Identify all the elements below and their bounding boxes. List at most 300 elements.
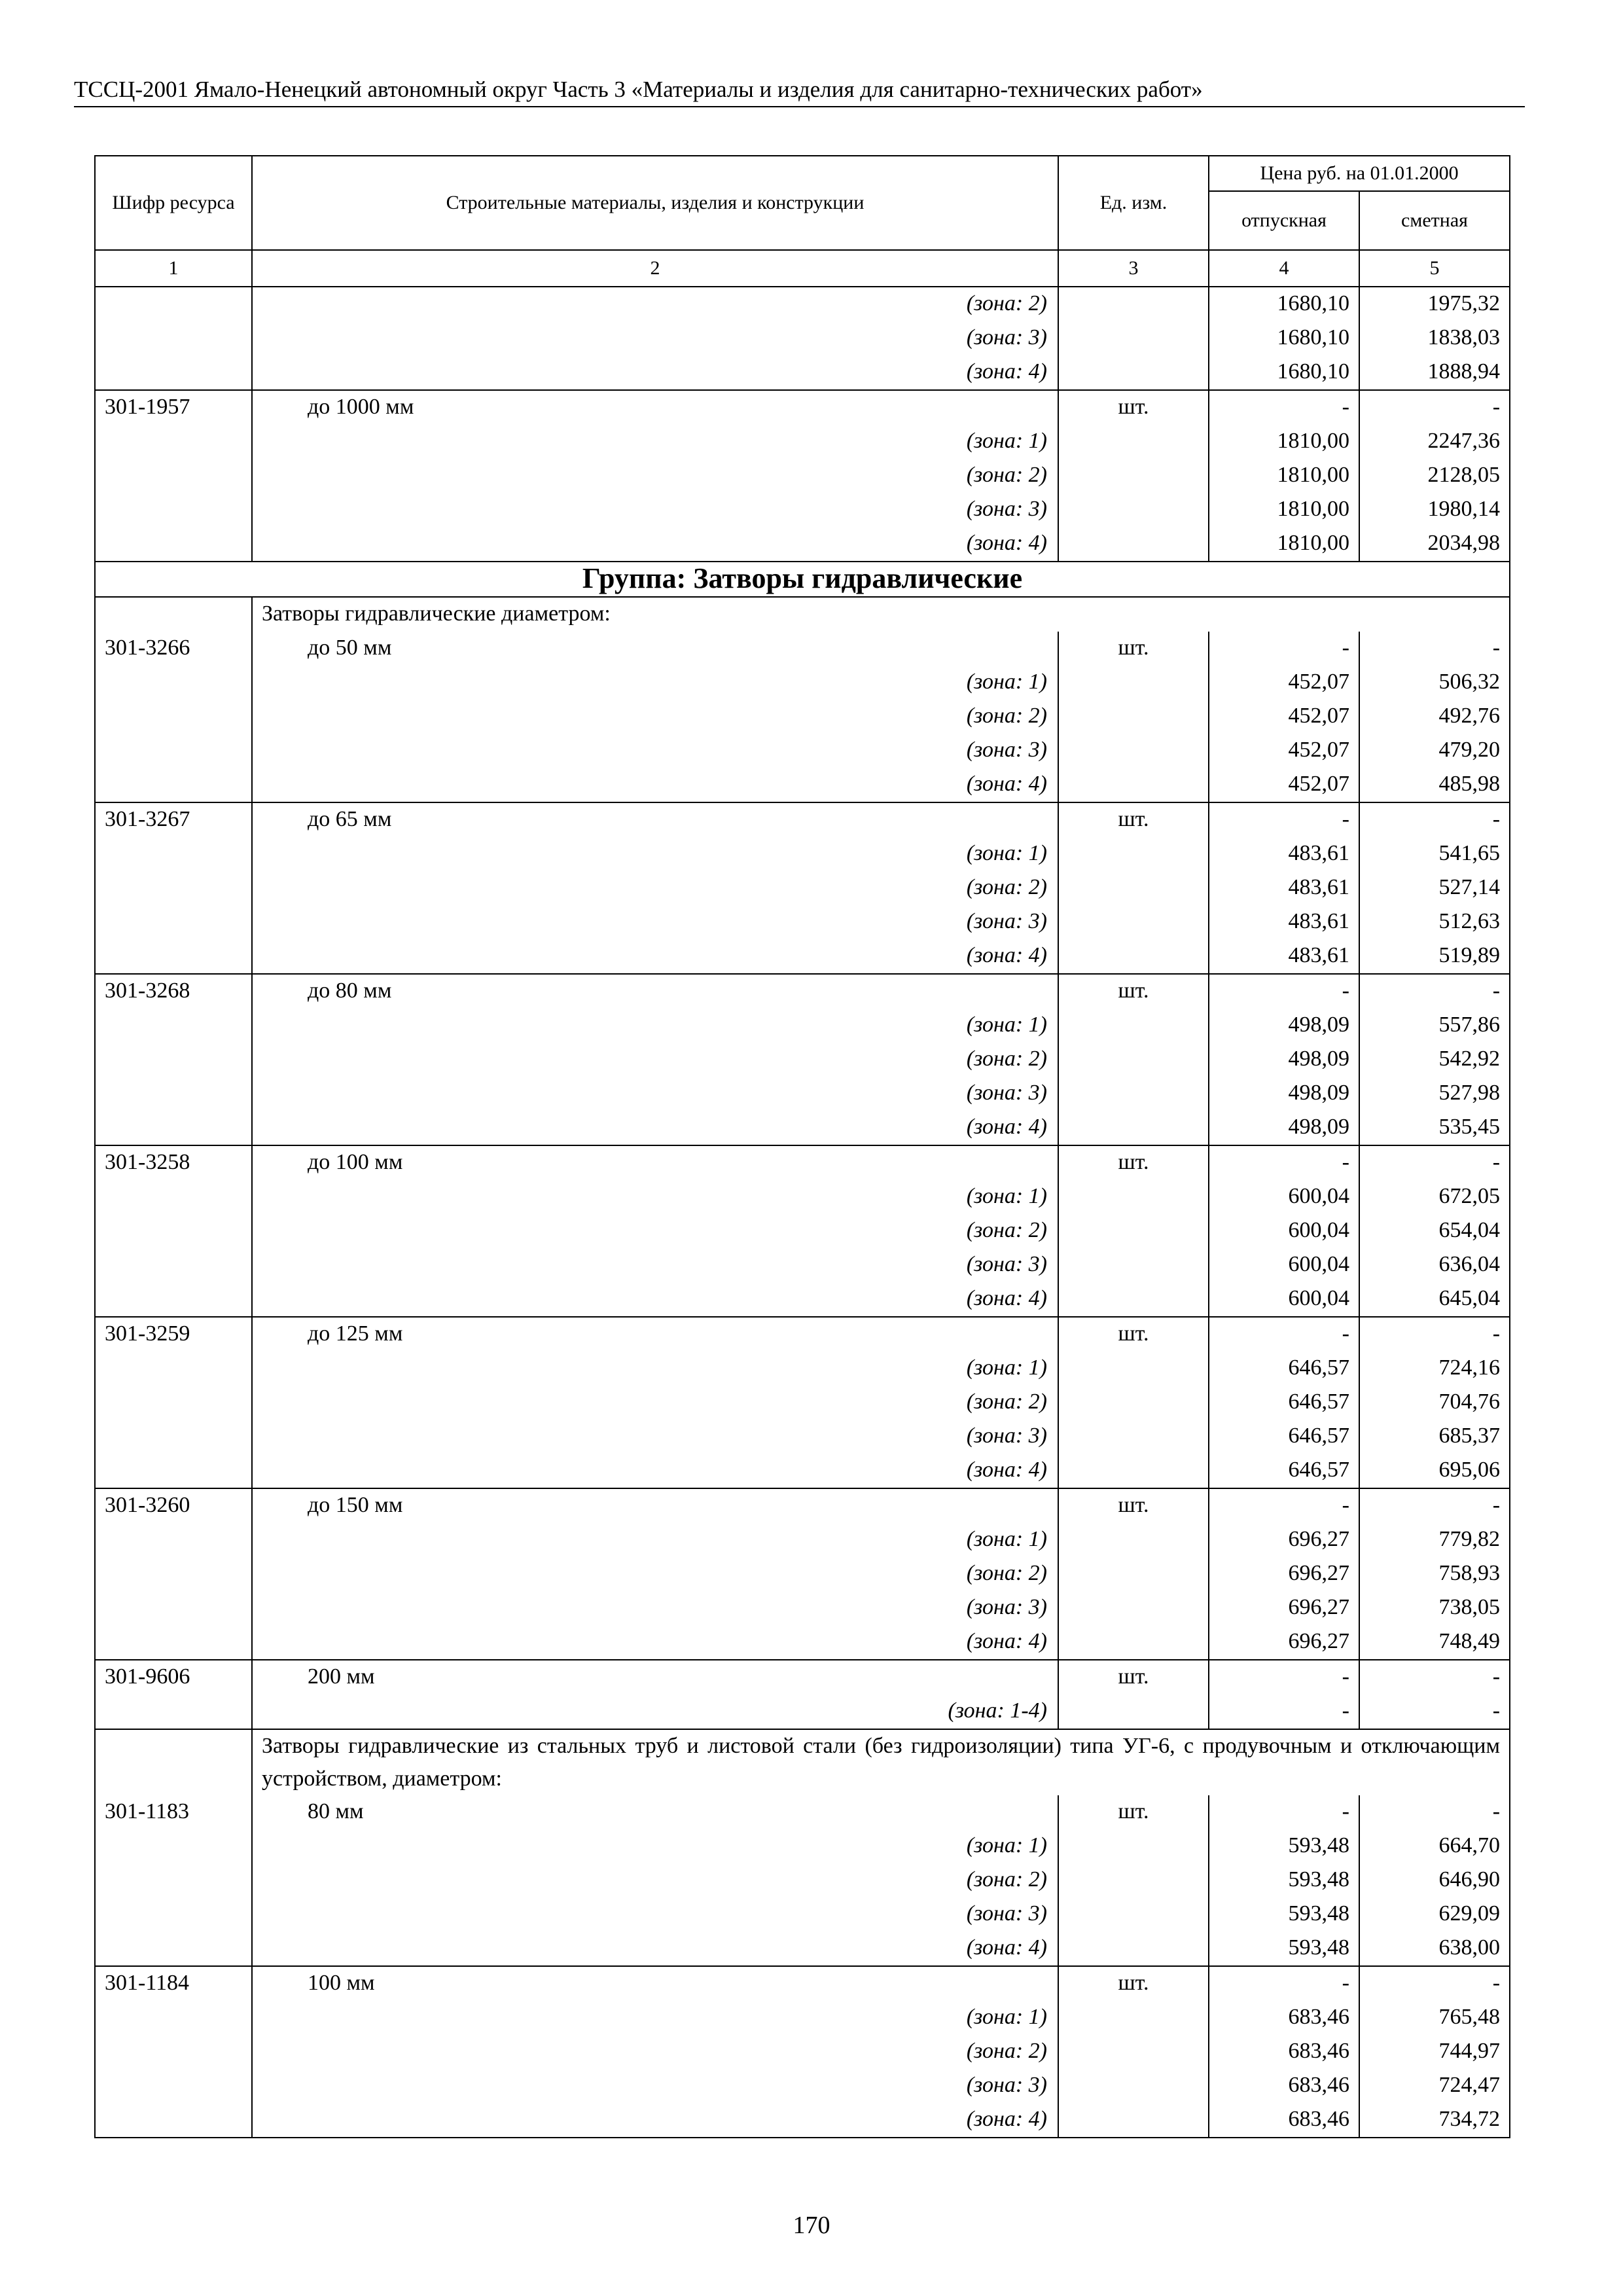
release-price: 683,46 <box>1209 2001 1359 2035</box>
resource-code: 301-9606 <box>95 1660 252 1695</box>
estimate-price: 664,70 <box>1359 1829 1510 1863</box>
col-header-unit: Ед. изм. <box>1058 156 1209 250</box>
estimate-price: 557,86 <box>1359 1009 1510 1043</box>
estimate-price: 542,92 <box>1359 1043 1510 1077</box>
release-price: 452,07 <box>1209 768 1359 802</box>
release-price: 593,48 <box>1209 1931 1359 1966</box>
code-cell <box>95 459 252 493</box>
code-cell <box>95 425 252 459</box>
estimate-price: - <box>1359 974 1510 1009</box>
estimate-price: 629,09 <box>1359 1897 1510 1931</box>
resource-code: 301-3260 <box>95 1488 252 1523</box>
release-price: - <box>1209 1695 1359 1729</box>
code-cell <box>95 666 252 700</box>
estimate-price: - <box>1359 390 1510 425</box>
unit-cell <box>1058 1897 1209 1931</box>
col-header-price: Цена руб. на 01.01.2000 <box>1209 156 1510 191</box>
item-row <box>95 1145 1510 1180</box>
estimate-price: 734,72 <box>1359 2103 1510 2138</box>
release-price: 646,57 <box>1209 1352 1359 1386</box>
unit-cell <box>1058 1352 1209 1386</box>
unit-cell <box>1058 734 1209 768</box>
zone-row <box>95 355 1510 390</box>
estimate-price: 765,48 <box>1359 2001 1510 2035</box>
zone-label: (зона: 3) <box>252 493 1058 527</box>
release-price: - <box>1209 1795 1359 1829</box>
estimate-price: 479,20 <box>1359 734 1510 768</box>
col-number: 1 <box>95 250 252 287</box>
code-cell <box>95 1352 252 1386</box>
code-cell <box>95 2069 252 2103</box>
zone-label: (зона: 1) <box>252 666 1058 700</box>
resource-code: 301-1184 <box>95 1966 252 2001</box>
unit-cell <box>1058 700 1209 734</box>
unit-cell <box>1058 493 1209 527</box>
estimate-price: 527,98 <box>1359 1077 1510 1111</box>
estimate-price: - <box>1359 802 1510 837</box>
estimate-price: 672,05 <box>1359 1180 1510 1214</box>
release-price: 1810,00 <box>1209 425 1359 459</box>
zone-label: (зона: 1) <box>252 1523 1058 1557</box>
estimate-price: 527,14 <box>1359 871 1510 905</box>
estimate-price: 541,65 <box>1359 837 1510 871</box>
release-price: 646,57 <box>1209 1454 1359 1488</box>
unit-cell <box>1058 1557 1209 1591</box>
unit-cell <box>1058 1695 1209 1729</box>
code-cell <box>95 1454 252 1488</box>
item-name: 100 мм <box>252 1966 1058 2001</box>
release-price: 600,04 <box>1209 1214 1359 1248</box>
zone-row <box>95 666 1510 700</box>
estimate-price: 535,45 <box>1359 1111 1510 1145</box>
zone-label: (зона: 1) <box>252 1829 1058 1863</box>
unit-cell <box>1058 1863 1209 1897</box>
code-cell <box>95 287 252 321</box>
release-price: 1680,10 <box>1209 355 1359 390</box>
zone-label: (зона: 1-4) <box>252 1695 1058 1729</box>
zone-label: (зона: 2) <box>252 700 1058 734</box>
table-head <box>95 156 1510 287</box>
zone-label: (зона: 2) <box>252 1557 1058 1591</box>
unit-cell <box>1058 768 1209 802</box>
estimate-price: 1980,14 <box>1359 493 1510 527</box>
code-cell <box>95 871 252 905</box>
release-price: 483,61 <box>1209 871 1359 905</box>
unit-cell: шт. <box>1058 802 1209 837</box>
release-price: 696,27 <box>1209 1625 1359 1660</box>
zone-row <box>95 1386 1510 1420</box>
estimate-price: 724,47 <box>1359 2069 1510 2103</box>
zone-label: (зона: 1) <box>252 1180 1058 1214</box>
item-row <box>95 390 1510 425</box>
estimate-price: 2128,05 <box>1359 459 1510 493</box>
item-row <box>95 1795 1510 1829</box>
release-price: 593,48 <box>1209 1863 1359 1897</box>
zone-row <box>95 837 1510 871</box>
zone-label: (зона: 2) <box>252 871 1058 905</box>
code-cell <box>95 1829 252 1863</box>
zone-row <box>95 905 1510 939</box>
col-number: 5 <box>1359 250 1510 287</box>
zone-row <box>95 287 1510 321</box>
unit-cell <box>1058 837 1209 871</box>
zone-row <box>95 1282 1510 1317</box>
unit-cell <box>1058 939 1209 974</box>
unit-cell <box>1058 871 1209 905</box>
item-row <box>95 1966 1510 2001</box>
unit-cell <box>1058 2069 1209 2103</box>
zone-row <box>95 2035 1510 2069</box>
col-header-name: Строительные материалы, изделия и конструкции <box>252 156 1058 250</box>
unit-cell: шт. <box>1058 1795 1209 1829</box>
estimate-price: - <box>1359 1795 1510 1829</box>
item-name: 80 мм <box>252 1795 1058 1829</box>
code-cell <box>95 597 252 632</box>
code-cell <box>95 355 252 390</box>
release-price: 683,46 <box>1209 2103 1359 2138</box>
unit-cell <box>1058 425 1209 459</box>
zone-row <box>95 321 1510 355</box>
code-cell <box>95 321 252 355</box>
zone-label: (зона: 2) <box>252 459 1058 493</box>
code-cell <box>95 1009 252 1043</box>
unit-cell <box>1058 1214 1209 1248</box>
estimate-price: - <box>1359 1488 1510 1523</box>
estimate-price: 2247,36 <box>1359 425 1510 459</box>
estimate-price: - <box>1359 1145 1510 1180</box>
unit-cell: шт. <box>1058 974 1209 1009</box>
item-name: до 100 мм <box>252 1145 1058 1180</box>
unit-cell: шт. <box>1058 1966 1209 2001</box>
item-row <box>95 1488 1510 1523</box>
zone-row <box>95 1863 1510 1897</box>
zone-label: (зона: 4) <box>252 1282 1058 1317</box>
zone-label: (зона: 3) <box>252 1248 1058 1282</box>
code-cell <box>95 1077 252 1111</box>
resource-code: 301-3268 <box>95 974 252 1009</box>
code-cell <box>95 905 252 939</box>
estimate-price: 2034,98 <box>1359 527 1510 562</box>
release-price: - <box>1209 390 1359 425</box>
release-price: 452,07 <box>1209 666 1359 700</box>
code-cell <box>95 1523 252 1557</box>
zone-row <box>95 2069 1510 2103</box>
section-row <box>95 1729 1510 1795</box>
zone-label: (зона: 3) <box>252 2069 1058 2103</box>
group-title: Группа: Затворы гидравлические <box>95 562 1510 597</box>
estimate-price: 748,49 <box>1359 1625 1510 1660</box>
release-price: 683,46 <box>1209 2069 1359 2103</box>
estimate-price: 1838,03 <box>1359 321 1510 355</box>
resource-code: 301-3266 <box>95 632 252 666</box>
release-price: - <box>1209 1317 1359 1352</box>
release-price: 1810,00 <box>1209 459 1359 493</box>
zone-row <box>95 1625 1510 1660</box>
release-price: - <box>1209 632 1359 666</box>
estimate-price: 685,37 <box>1359 1420 1510 1454</box>
unit-cell: шт. <box>1058 1488 1209 1523</box>
table-body <box>95 287 1510 2138</box>
estimate-price: - <box>1359 1695 1510 1729</box>
release-price: 452,07 <box>1209 734 1359 768</box>
release-price: 600,04 <box>1209 1180 1359 1214</box>
estimate-price: 744,97 <box>1359 2035 1510 2069</box>
release-price: 696,27 <box>1209 1523 1359 1557</box>
zone-row <box>95 768 1510 802</box>
release-price: - <box>1209 974 1359 1009</box>
code-cell <box>95 1897 252 1931</box>
unit-cell <box>1058 2035 1209 2069</box>
zone-row <box>95 1248 1510 1282</box>
unit-cell <box>1058 1454 1209 1488</box>
release-price: 600,04 <box>1209 1282 1359 1317</box>
unit-cell <box>1058 355 1209 390</box>
release-price: 1810,00 <box>1209 493 1359 527</box>
release-price: 483,61 <box>1209 939 1359 974</box>
item-name: до 150 мм <box>252 1488 1058 1523</box>
release-price: 646,57 <box>1209 1420 1359 1454</box>
estimate-price: 512,63 <box>1359 905 1510 939</box>
zone-row <box>95 527 1510 562</box>
zone-label: (зона: 3) <box>252 1591 1058 1625</box>
code-cell <box>95 1625 252 1660</box>
estimate-price: - <box>1359 1966 1510 2001</box>
item-name: до 65 мм <box>252 802 1058 837</box>
unit-cell <box>1058 1420 1209 1454</box>
code-cell <box>95 1931 252 1966</box>
item-row <box>95 1317 1510 1352</box>
section-heading: Затворы гидравлические диаметром: <box>252 597 1510 632</box>
unit-cell <box>1058 1043 1209 1077</box>
zone-label: (зона: 2) <box>252 1386 1058 1420</box>
unit-cell <box>1058 1625 1209 1660</box>
zone-row <box>95 1009 1510 1043</box>
estimate-price: 636,04 <box>1359 1248 1510 1282</box>
zone-row <box>95 459 1510 493</box>
release-price: 498,09 <box>1209 1111 1359 1145</box>
unit-cell <box>1058 1829 1209 1863</box>
col-number: 3 <box>1058 250 1209 287</box>
zone-row <box>95 734 1510 768</box>
unit-cell: шт. <box>1058 1317 1209 1352</box>
col-number: 2 <box>252 250 1058 287</box>
release-price: 1680,10 <box>1209 287 1359 321</box>
item-row <box>95 974 1510 1009</box>
estimate-price: 695,06 <box>1359 1454 1510 1488</box>
resource-code: 301-3267 <box>95 802 252 837</box>
estimate-price: 779,82 <box>1359 1523 1510 1557</box>
zone-label: (зона: 4) <box>252 2103 1058 2138</box>
release-price: 483,61 <box>1209 837 1359 871</box>
zone-row <box>95 1897 1510 1931</box>
unit-cell <box>1058 905 1209 939</box>
zone-row <box>95 1591 1510 1625</box>
unit-cell: шт. <box>1058 390 1209 425</box>
unit-cell <box>1058 1523 1209 1557</box>
unit-cell: шт. <box>1058 1660 1209 1695</box>
zone-label: (зона: 1) <box>252 1009 1058 1043</box>
group-row <box>95 562 1510 597</box>
item-name: до 125 мм <box>252 1317 1058 1352</box>
item-name: до 80 мм <box>252 974 1058 1009</box>
code-cell <box>95 1863 252 1897</box>
zone-row <box>95 939 1510 974</box>
zone-label: (зона: 2) <box>252 1043 1058 1077</box>
zone-label: (зона: 4) <box>252 1111 1058 1145</box>
estimate-price: 758,93 <box>1359 1557 1510 1591</box>
code-cell <box>95 493 252 527</box>
zone-label: (зона: 4) <box>252 1625 1058 1660</box>
estimate-price: - <box>1359 632 1510 666</box>
estimate-price: 1888,94 <box>1359 355 1510 390</box>
estimate-price: 704,76 <box>1359 1386 1510 1420</box>
zone-row <box>95 1352 1510 1386</box>
zone-row <box>95 1111 1510 1145</box>
col-header-estimate: сметная <box>1359 191 1510 250</box>
unit-cell <box>1058 1386 1209 1420</box>
code-cell <box>95 2103 252 2138</box>
code-cell <box>95 939 252 974</box>
estimate-price: 506,32 <box>1359 666 1510 700</box>
item-row <box>95 802 1510 837</box>
zone-row <box>95 2103 1510 2138</box>
unit-cell <box>1058 287 1209 321</box>
code-cell <box>95 1043 252 1077</box>
release-price: 498,09 <box>1209 1043 1359 1077</box>
zone-row <box>95 1180 1510 1214</box>
unit-cell <box>1058 321 1209 355</box>
release-price: 600,04 <box>1209 1248 1359 1282</box>
estimate-price: 646,90 <box>1359 1863 1510 1897</box>
estimate-price: 645,04 <box>1359 1282 1510 1317</box>
zone-label: (зона: 2) <box>252 1863 1058 1897</box>
zone-label: (зона: 1) <box>252 2001 1058 2035</box>
zone-label: (зона: 4) <box>252 768 1058 802</box>
unit-cell <box>1058 1282 1209 1317</box>
zone-label: (зона: 4) <box>252 1931 1058 1966</box>
price-table <box>94 155 1510 2138</box>
code-cell <box>95 1695 252 1729</box>
zone-label: (зона: 2) <box>252 287 1058 321</box>
zone-row <box>95 1829 1510 1863</box>
zone-label: (зона: 4) <box>252 1454 1058 1488</box>
unit-cell <box>1058 2001 1209 2035</box>
zone-row <box>95 1420 1510 1454</box>
code-cell <box>95 1214 252 1248</box>
item-name: до 50 мм <box>252 632 1058 666</box>
unit-cell <box>1058 527 1209 562</box>
zone-row <box>95 871 1510 905</box>
resource-code: 301-3259 <box>95 1317 252 1352</box>
estimate-price: 638,00 <box>1359 1931 1510 1966</box>
zone-row <box>95 1043 1510 1077</box>
release-price: 483,61 <box>1209 905 1359 939</box>
estimate-price: - <box>1359 1317 1510 1352</box>
release-price: - <box>1209 1660 1359 1695</box>
zone-row <box>95 1695 1510 1729</box>
item-row <box>95 1660 1510 1695</box>
item-row <box>95 632 1510 666</box>
zone-label: (зона: 1) <box>252 425 1058 459</box>
unit-cell <box>1058 666 1209 700</box>
zone-label: (зона: 3) <box>252 1077 1058 1111</box>
section-heading: Затворы гидравлические из стальных труб и листовой стали (без гидроизоляции) типа УГ-6, с продувочным и отключающим устройством, диаметром: <box>252 1729 1510 1795</box>
zone-row <box>95 700 1510 734</box>
estimate-price: 519,89 <box>1359 939 1510 974</box>
estimate-price: 492,76 <box>1359 700 1510 734</box>
zone-label: (зона: 2) <box>252 2035 1058 2069</box>
release-price: 683,46 <box>1209 2035 1359 2069</box>
release-price: 696,27 <box>1209 1591 1359 1625</box>
release-price: - <box>1209 802 1359 837</box>
code-cell <box>95 1386 252 1420</box>
code-cell <box>95 2001 252 2035</box>
estimate-price: - <box>1359 1660 1510 1695</box>
release-price: 593,48 <box>1209 1897 1359 1931</box>
unit-cell: шт. <box>1058 632 1209 666</box>
estimate-price: 485,98 <box>1359 768 1510 802</box>
code-cell <box>95 1111 252 1145</box>
unit-cell <box>1058 459 1209 493</box>
zone-row <box>95 1931 1510 1966</box>
release-price: 696,27 <box>1209 1557 1359 1591</box>
release-price: - <box>1209 1488 1359 1523</box>
estimate-price: 738,05 <box>1359 1591 1510 1625</box>
release-price: 498,09 <box>1209 1009 1359 1043</box>
release-price: 593,48 <box>1209 1829 1359 1863</box>
estimate-price: 654,04 <box>1359 1214 1510 1248</box>
release-price: 1680,10 <box>1209 321 1359 355</box>
unit-cell <box>1058 2103 1209 2138</box>
code-cell <box>95 768 252 802</box>
release-price: 452,07 <box>1209 700 1359 734</box>
zone-row <box>95 1454 1510 1488</box>
estimate-price: 724,16 <box>1359 1352 1510 1386</box>
zone-label: (зона: 4) <box>252 939 1058 974</box>
zone-row <box>95 1523 1510 1557</box>
code-cell <box>95 1729 252 1795</box>
item-name: 200 мм <box>252 1660 1058 1695</box>
release-price: 1810,00 <box>1209 527 1359 562</box>
code-cell <box>95 700 252 734</box>
item-name: до 1000 мм <box>252 390 1058 425</box>
code-cell <box>95 1591 252 1625</box>
code-cell <box>95 527 252 562</box>
section-row <box>95 597 1510 632</box>
code-cell <box>95 1180 252 1214</box>
zone-label: (зона: 3) <box>252 905 1058 939</box>
unit-cell: шт. <box>1058 1145 1209 1180</box>
zone-row <box>95 1077 1510 1111</box>
code-cell <box>95 1557 252 1591</box>
release-price: - <box>1209 1966 1359 2001</box>
unit-cell <box>1058 1180 1209 1214</box>
zone-label: (зона: 3) <box>252 734 1058 768</box>
code-cell <box>95 1282 252 1317</box>
resource-code: 301-1183 <box>95 1795 252 1829</box>
unit-cell <box>1058 1077 1209 1111</box>
col-header-code: Шифр ресурса <box>95 156 252 250</box>
code-cell <box>95 734 252 768</box>
page-header: ТССЦ-2001 Ямало-Ненецкий автономный округ Часть 3 «Материалы и изделия для санитарно-технических работ» <box>74 73 1525 107</box>
unit-cell <box>1058 1248 1209 1282</box>
col-header-release: отпускная <box>1209 191 1359 250</box>
page-number: 170 <box>793 2212 830 2239</box>
zone-label: (зона: 2) <box>252 1214 1058 1248</box>
code-cell <box>95 837 252 871</box>
release-price: 646,57 <box>1209 1386 1359 1420</box>
estimate-price: 1975,32 <box>1359 287 1510 321</box>
